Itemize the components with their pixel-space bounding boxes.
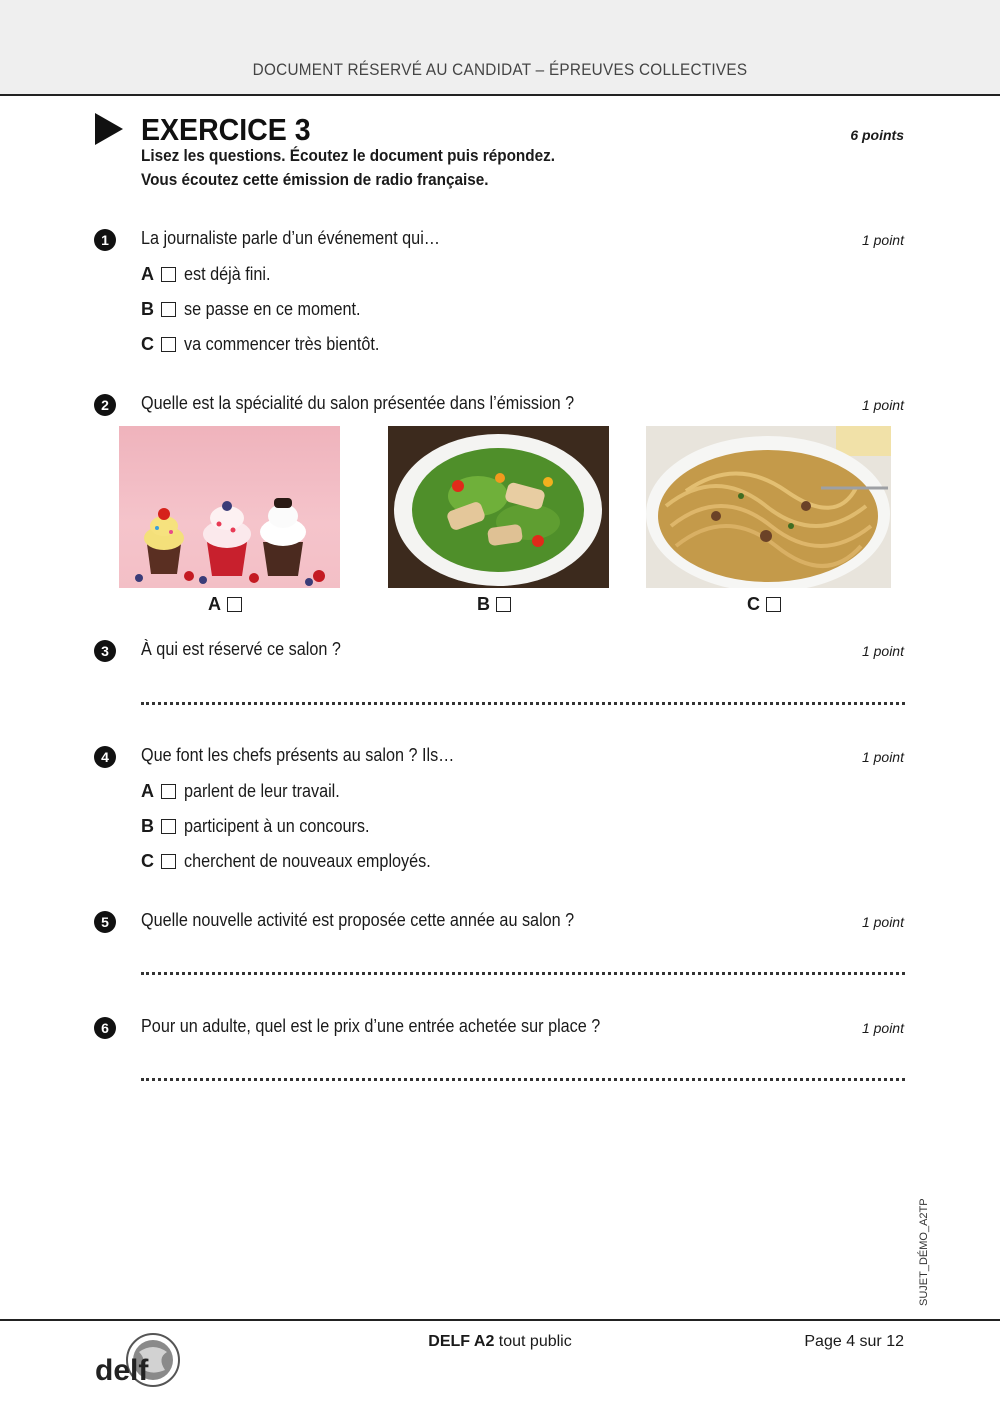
footer-divider <box>0 1319 1000 1321</box>
question-points: 1 point <box>861 643 904 659</box>
option-letter: B <box>141 299 154 319</box>
question-points: 1 point <box>861 749 904 765</box>
question-number: 6 <box>94 1017 116 1039</box>
picture-option <box>477 594 519 615</box>
answer-line[interactable] <box>141 1078 905 1081</box>
answer-checkbox[interactable] <box>161 267 176 282</box>
cupcakes-photo <box>119 426 340 588</box>
picture-option <box>208 594 250 615</box>
answer-option <box>141 299 380 320</box>
question-text: À qui est réservé ce salon ? <box>141 639 341 659</box>
question-points: 1 point <box>861 914 904 930</box>
question-text: Quelle est la spécialité du salon présentée dans l’émission ? <box>141 393 575 413</box>
answer-option <box>141 816 390 837</box>
option-letter: C <box>747 594 760 614</box>
question-points: 1 point <box>861 397 904 413</box>
question-number: 3 <box>94 640 116 662</box>
option-text: se passe en ce moment. <box>184 299 361 319</box>
page-number: Page 4 sur 12 <box>804 1333 904 1350</box>
exam-level: DELF A2 <box>428 1333 495 1350</box>
logo-text: delf <box>95 1354 149 1387</box>
pasta-photo <box>646 426 891 588</box>
exercise-instruction-2: Vous écoutez cette émission de radio française. <box>141 170 489 189</box>
question-number: 5 <box>94 911 116 933</box>
question-text: Pour un adulte, quel est le prix d’une entrée achetée sur place ? <box>141 1016 601 1036</box>
answer-option <box>141 781 357 802</box>
question-text: Quelle nouvelle activité est proposée cette année au salon ? <box>141 910 575 930</box>
option-text: va commencer très bientôt. <box>184 334 380 354</box>
option-letter: A <box>208 594 221 614</box>
exercise-points: 6 points <box>850 127 904 143</box>
exercise-title: EXERCICE 3 <box>141 112 311 147</box>
option-letter: A <box>141 781 154 801</box>
question-number: 2 <box>94 394 116 416</box>
option-letter: B <box>141 816 154 836</box>
answer-option <box>141 851 458 872</box>
answer-checkbox[interactable] <box>161 337 176 352</box>
option-letter: A <box>141 264 154 284</box>
question-text: Que font les chefs présents au salon ? Ils… <box>141 745 455 765</box>
answer-option <box>141 264 280 285</box>
salad-photo <box>388 426 609 588</box>
play-icon <box>95 113 123 145</box>
question-number: 4 <box>94 746 116 768</box>
answer-checkbox[interactable] <box>161 819 176 834</box>
answer-line[interactable] <box>141 702 905 705</box>
answer-checkbox[interactable] <box>496 597 511 612</box>
answer-line[interactable] <box>141 972 905 975</box>
option-text: parlent de leur travail. <box>184 781 340 801</box>
answer-checkbox[interactable] <box>161 784 176 799</box>
option-letter: C <box>141 334 154 354</box>
question-text: La journaliste parle d’un événement qui… <box>141 228 440 248</box>
document-code: SUJET_DÉMO_A2TP <box>918 1198 930 1306</box>
exam-audience: tout public <box>494 1333 572 1350</box>
option-text: est déjà fini. <box>184 264 271 284</box>
exercise-instruction-1: Lisez les questions. Écoutez le document puis répondez. <box>141 146 556 165</box>
page-header <box>0 0 1000 96</box>
header-title: DOCUMENT RÉSERVÉ AU CANDIDAT – ÉPREUVES COLLECTIVES <box>252 60 748 79</box>
answer-checkbox[interactable] <box>227 597 242 612</box>
picture-option <box>747 594 789 615</box>
option-text: participent à un concours. <box>184 816 370 836</box>
question-points: 1 point <box>861 1020 904 1036</box>
option-text: cherchent de nouveaux employés. <box>184 851 431 871</box>
question-points: 1 point <box>861 232 904 248</box>
answer-checkbox[interactable] <box>766 597 781 612</box>
option-letter: B <box>477 594 490 614</box>
option-letter: C <box>141 851 154 871</box>
answer-checkbox[interactable] <box>161 302 176 317</box>
answer-option <box>141 334 401 355</box>
answer-checkbox[interactable] <box>161 854 176 869</box>
question-number: 1 <box>94 229 116 251</box>
